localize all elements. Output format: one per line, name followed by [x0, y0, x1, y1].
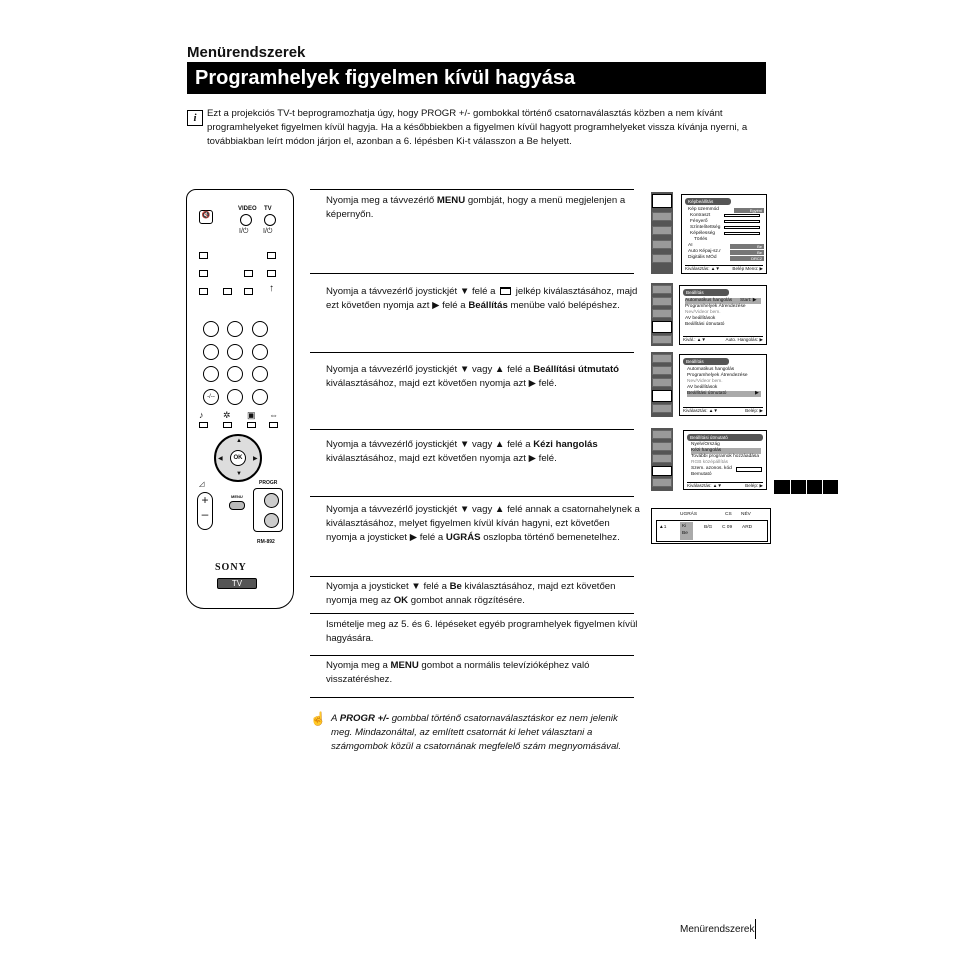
step-6: Nyomja a joysticket ▼ felé a Be kiválasztásához, majd ezt követően nyomja meg az OK gombot annak rögzítésére.	[326, 581, 616, 606]
ai-value: Be	[730, 244, 764, 249]
picture-menu-icon	[652, 194, 672, 208]
sharpness-bar	[724, 232, 760, 235]
digital-mode-value: DRC2	[730, 256, 764, 261]
step-divider	[310, 496, 634, 497]
menu-row: Fényerő	[690, 219, 708, 224]
sony-logo: SONY	[215, 562, 247, 573]
number-button[interactable]	[227, 321, 243, 337]
ok-button[interactable]: OK	[230, 450, 246, 466]
menu-row: Programhelyek Átrendezése	[687, 373, 748, 378]
program-number: ▲1	[659, 525, 667, 530]
video-label: VIDEO	[238, 206, 257, 212]
tv-label: TV	[264, 206, 272, 212]
setup-menu-box	[679, 285, 767, 345]
menu-row: Törlés	[694, 237, 708, 242]
menu-row: Képélesség	[690, 231, 716, 236]
menu-icon	[652, 212, 672, 221]
column-header: UGRÁS	[680, 512, 698, 517]
number-button[interactable]	[227, 344, 243, 360]
progr-plus-button[interactable]	[264, 493, 279, 508]
menu-row: Digitális MÓd	[688, 255, 717, 260]
model-label: RM-892	[257, 539, 275, 545]
recall-button[interactable]	[252, 389, 268, 405]
function-button[interactable]	[269, 422, 278, 428]
menu-icon	[652, 430, 672, 439]
tv-system-value: B/G	[704, 525, 713, 530]
menu-icon	[652, 478, 672, 487]
step-divider	[310, 352, 634, 353]
up-arrow-icon: ↑	[269, 283, 274, 294]
teletext-button[interactable]	[199, 270, 208, 277]
swap-icon: ⇔	[269, 410, 278, 420]
menu-row-selected: Kézi hangolás	[691, 448, 761, 454]
arrow-up-icon: ▲	[236, 438, 242, 444]
brightness-bar	[724, 220, 760, 223]
progr-minus-button[interactable]	[264, 513, 279, 528]
step-divider	[310, 576, 634, 577]
sound-icon: ♪	[199, 410, 204, 420]
setup-toolbox-icon	[500, 287, 511, 295]
menu-icon	[652, 309, 672, 318]
step-4: Nyomja a távvezérlő joystickjét ▼ vagy ▲ felé a Kézi hangolás kiválasztásához, majd ezt követően nyomja azt ▶ felé.	[326, 439, 598, 464]
step-2: Nyomja a távvezérlő joystickjét ▼ felé a jelkép kiválasztásához, majd ezt követően nyomja azt ▶ felé a Beállítás menübe való belépéshez.	[326, 286, 638, 311]
menu-icon	[652, 454, 672, 463]
step-divider	[310, 697, 634, 698]
menu-row: Nev/Videor bem.	[685, 310, 721, 315]
progr-label: PROGR	[259, 480, 278, 486]
double-digit-button[interactable]: -/--	[203, 389, 219, 405]
screen-setup-guide	[651, 428, 769, 491]
arrow-right-icon: ▶	[755, 391, 759, 396]
menu-row-selected: Beállítási útmutató	[687, 391, 761, 397]
picture-icon: ✲	[223, 410, 231, 420]
tuning-row-frame	[656, 520, 768, 542]
menu-icon	[652, 366, 672, 375]
menu-icon	[652, 297, 672, 306]
tv-icon: ▣	[247, 410, 256, 420]
intro-text: Ezt a projekciós TV-t beprogramozhatja úgy, hogy PROGR +/- gombokkal történő csatornaválasztás közben a nem kívánt programhelyeket figyelmen kívül hagyja. Ha a későbbiekben a figyelmen kívül hagyott programhelyeket vissza kívánja nyerni, a továbbiakban leírt módon járjon el, azonban a 6. lépésben Ki-t válasszon a Be helyett.	[207, 108, 748, 147]
setup-menu-icon	[652, 466, 672, 476]
step-divider	[310, 189, 634, 190]
note-text: A PROGR +/- gombbal történő csatornaválasztáskor ez nem jelenik meg. Mindazonáltal, az említett csatornát ki lehet választani a számgombok közül a csatornának megfelelő szám megnyomásával.	[331, 713, 622, 752]
skip-option: Be	[682, 531, 688, 536]
menu-hint: Auto. Hangolás: ▶	[725, 337, 763, 342]
menu-title: Beállítás	[683, 358, 729, 365]
menu-icon	[652, 404, 672, 413]
step-1: Nyomja meg a távvezérlő MENU gombját, hogy a menü megjelenjen a képernyőn.	[326, 195, 626, 220]
column-header: CS	[725, 512, 732, 517]
menu-row: Bemutató	[691, 472, 712, 477]
function-button[interactable]	[244, 288, 253, 295]
function-button[interactable]	[223, 288, 232, 295]
channel-value: C 09	[722, 525, 733, 530]
function-button[interactable]	[199, 252, 208, 259]
step-8: Nyomja meg a MENU gombot a normális televízióképhez való visszatéréshez.	[326, 660, 590, 685]
picture-menu-box	[681, 194, 767, 274]
number-button[interactable]	[252, 321, 268, 337]
video-power-button[interactable]	[240, 214, 252, 226]
menu-row: AV beállítások	[687, 385, 718, 390]
menu-title: Beállítási útmutató	[687, 434, 763, 441]
menu-hint: Belép: ▶	[745, 483, 763, 488]
number-button[interactable]	[203, 366, 219, 382]
menu-row: Automatikus hangolás	[687, 367, 735, 372]
function-button[interactable]	[244, 270, 253, 277]
setup-menu-icon	[652, 321, 672, 333]
arrow-down-icon: ▼	[236, 471, 242, 477]
number-button[interactable]	[252, 366, 268, 382]
screen-manual-tuning	[651, 508, 771, 544]
section-heading: Menürendszerek	[187, 44, 306, 61]
number-button[interactable]	[203, 321, 219, 337]
menu-row: Nev/Videor bem.	[687, 379, 723, 384]
step-divider	[310, 273, 634, 274]
number-button[interactable]	[227, 389, 243, 405]
menu-row-selected: Automatikus hangolás	[685, 298, 761, 304]
arrow-right-icon: ▶	[253, 456, 258, 462]
menu-label: MENU	[231, 494, 243, 499]
screen-setup-menu	[651, 283, 771, 346]
tv-badge: TV	[217, 578, 257, 589]
menu-icon	[652, 378, 672, 387]
code-field	[736, 467, 762, 472]
menu-icon	[652, 442, 672, 451]
step-divider	[310, 429, 634, 430]
step-5: Nyomja a távvezérlő joystickjét ▼ vagy ▲ felé annak a csatornahelynek a kiválasztásához, melyet figyelmen kívül kíván hagyni, ezt követően nyomja a joysticket ▶ felé a UGRÁS oszlopba történő bemenetelhez.	[326, 504, 640, 543]
footer-divider	[755, 919, 756, 939]
menu-row: RGB középállítás	[691, 460, 729, 465]
mode-value: Egyéni	[734, 208, 764, 213]
footer-label: Menürendszerek	[680, 924, 755, 935]
power-icon: I/⏻	[263, 228, 273, 235]
menu-hint: Kiválasztás: ▲▼	[683, 408, 718, 413]
menu-row: Kontraszt	[690, 213, 711, 218]
setup-menu-icon	[652, 390, 672, 402]
sound-button[interactable]	[199, 422, 208, 428]
volume-icon: ◿	[199, 481, 205, 488]
step-divider	[310, 655, 634, 656]
info-icon: i	[187, 110, 203, 126]
power-icon: I/⏻	[239, 228, 249, 235]
mute-icon: 🔇	[201, 212, 211, 219]
step-3: Nyomja a távvezérlő joystickjét ▼ vagy ▲ felé a Beállítási útmutató kiválasztásához, majd ezt követően nyomja azt ▶ felé.	[326, 364, 620, 389]
function-button[interactable]	[267, 252, 276, 259]
menu-icon	[652, 240, 672, 249]
menu-row: Színtelítettség	[690, 225, 721, 230]
arrow-left-icon: ◀	[218, 456, 223, 462]
number-button[interactable]	[203, 344, 219, 360]
menu-row: AI	[688, 243, 693, 248]
menu-row: Programhelyek Átrendezése	[685, 304, 746, 309]
menu-hint: Kiválasztás: ▲▼	[687, 483, 722, 488]
menu-title: Beállítás	[683, 289, 729, 296]
page-title: Programhelyek figyelmen kívül hagyása	[187, 62, 766, 94]
menu-icon	[652, 226, 672, 235]
menu-hint: Kiválasztás: ▲▼	[685, 266, 720, 271]
menu-row: Beállítási útmutató	[685, 322, 725, 327]
menu-row: Nyelv/Ország	[691, 442, 720, 447]
menu-row: AV beállítások	[685, 316, 716, 321]
menu-icon	[652, 354, 672, 363]
contrast-bar	[724, 214, 760, 217]
setup-menu-box	[679, 354, 767, 416]
menu-hint: Belép: ▶	[745, 408, 763, 413]
remote-control	[186, 189, 294, 609]
screen-setup-guide-select	[651, 352, 771, 417]
step-7: Ismételje meg az 5. és 6. lépéseket egyéb programhelyek figyelmen kívül hagyására.	[326, 619, 638, 644]
screen-picture-menu	[651, 192, 771, 274]
skip-option: Ki	[682, 524, 687, 529]
volume-rocker[interactable]: + –	[197, 492, 213, 530]
setup-guide-box	[683, 430, 767, 490]
menu-row: Auto Képaj-sz.r	[688, 249, 721, 254]
step-divider	[310, 613, 634, 614]
number-button[interactable]	[227, 366, 243, 382]
menu-title: Képbeállítás	[685, 198, 731, 205]
function-button[interactable]	[199, 288, 208, 295]
menu-row: Szem. azonos. kód	[691, 466, 732, 471]
function-button[interactable]	[247, 422, 256, 428]
menu-row: További programok hozzáadása	[691, 454, 759, 459]
picture-button[interactable]	[223, 422, 232, 428]
column-header: NÉV	[741, 512, 751, 517]
menu-hint: Belép Menü: ▶	[732, 266, 763, 271]
number-button[interactable]	[252, 344, 268, 360]
menu-hint: Kivál.: ▲▼	[683, 337, 706, 342]
chapter-tab-marker	[774, 480, 838, 494]
menu-hint: Start: ▶	[740, 298, 757, 303]
menu-icon	[652, 335, 672, 344]
menu-button[interactable]	[229, 501, 245, 510]
mute-button[interactable]	[199, 210, 213, 224]
color-bar	[724, 226, 760, 229]
menu-row: Kép üzemmód	[688, 207, 719, 212]
function-button[interactable]	[267, 270, 276, 277]
menu-icon	[652, 254, 672, 263]
tv-power-button[interactable]	[264, 214, 276, 226]
menu-icon	[652, 285, 672, 294]
station-name-value: ARD	[742, 525, 753, 530]
thumbs-up-icon: ☝	[310, 711, 327, 726]
auto-format-value: Be	[730, 250, 764, 255]
